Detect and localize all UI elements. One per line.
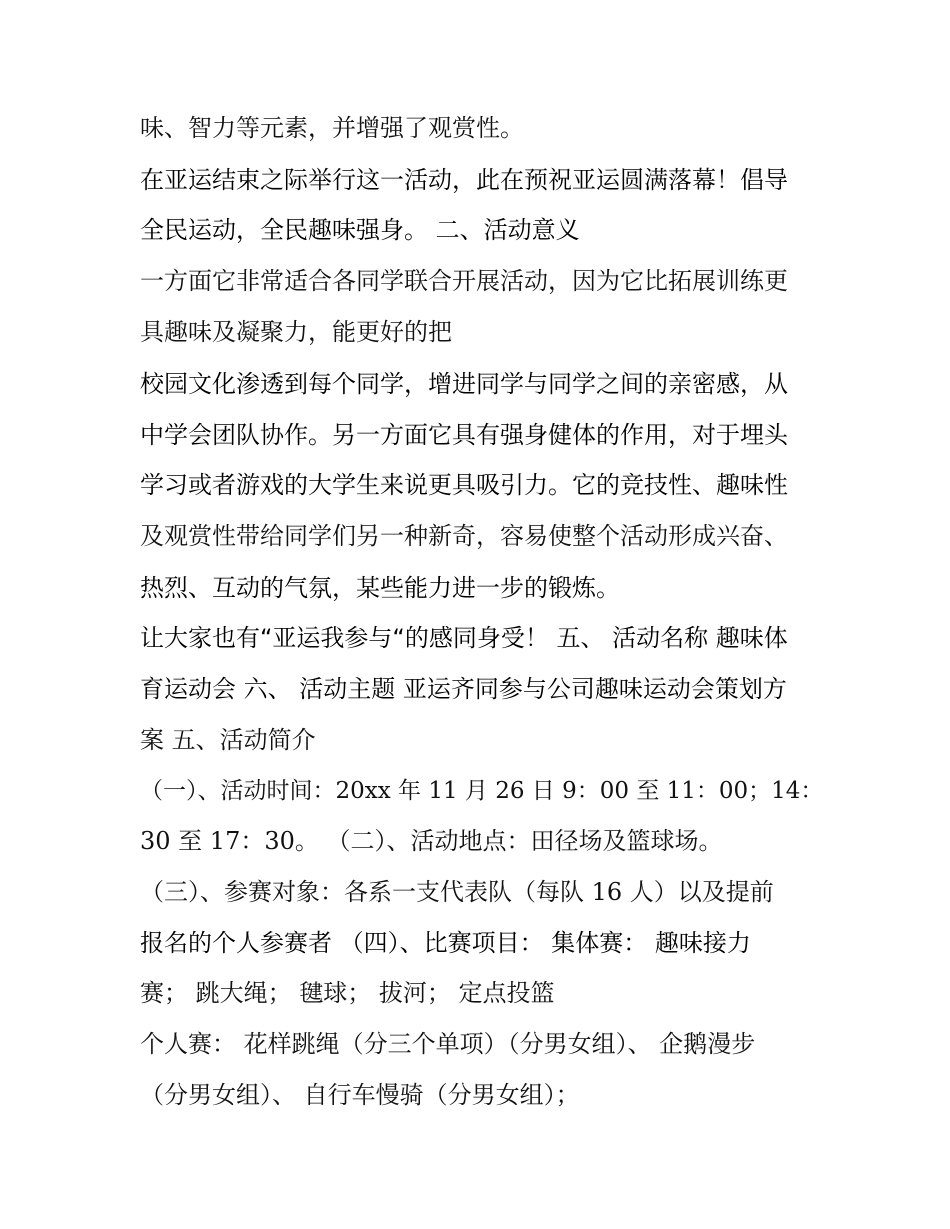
text-line: 热烈、互动的气氛，某些能力进一步的锻炼。: [140, 574, 620, 602]
text-line: （分男女组）、 自行车慢骑（分男女组）；: [140, 1081, 580, 1109]
text-line: 30 至 17：30。 （二）、活动地点：田径场及篮球场。: [140, 827, 723, 855]
text-line: 案 五、活动简介: [140, 726, 316, 754]
text-line: 育运动会 六、 活动主题 亚运齐同参与公司趣味运动会策划方: [140, 675, 787, 703]
text-line: 报名的个人参赛者 （四）、比赛项目： 集体赛： 趣味接力: [140, 929, 751, 957]
text-line: 学习或者游戏的大学生来说更具吸引力。它的竞技性、趣味性: [140, 471, 788, 499]
text-line: 校园文化渗透到每个同学，增进同学与同学之间的亲密感，从: [140, 370, 788, 398]
text-line: （三）、参赛对象：各系一支代表队（每队 16 人）以及提前: [140, 878, 774, 906]
text-line: 味、智力等元素，并增强了观赏性。: [140, 114, 524, 142]
text-line: （一）、活动时间：20xx 年 11 月 26 日 9：00 至 11：00；14：: [140, 778, 824, 804]
text-line: 一方面它非常适合各同学联合开展活动，因为它比拓展训练更: [140, 267, 788, 295]
text-line: 全民运动，全民趣味强身。 二、活动意义: [140, 216, 580, 244]
text-line: 赛； 跳大绳； 毽球； 拔河； 定点投篮: [140, 979, 555, 1007]
text-line: 在亚运结束之际举行这一活动，此在预祝亚运圆满落幕！倡导: [140, 166, 788, 194]
text-line: 中学会团队协作。另一方面它具有强身健体的作用，对于埋头: [140, 421, 788, 449]
text-line: 个人赛： 花样跳绳（分三个单项）（分男女组）、 企鹅漫步: [140, 1030, 756, 1058]
text-line: 让大家也有“亚运我参与“的感同身受！ 五、 活动名称 趣味体: [140, 624, 788, 652]
text-line: 及观赏性带给同学们另一种新奇，容易使整个活动形成兴奋、: [140, 522, 788, 550]
text-line: 具趣味及凝聚力，能更好的把: [140, 318, 452, 346]
